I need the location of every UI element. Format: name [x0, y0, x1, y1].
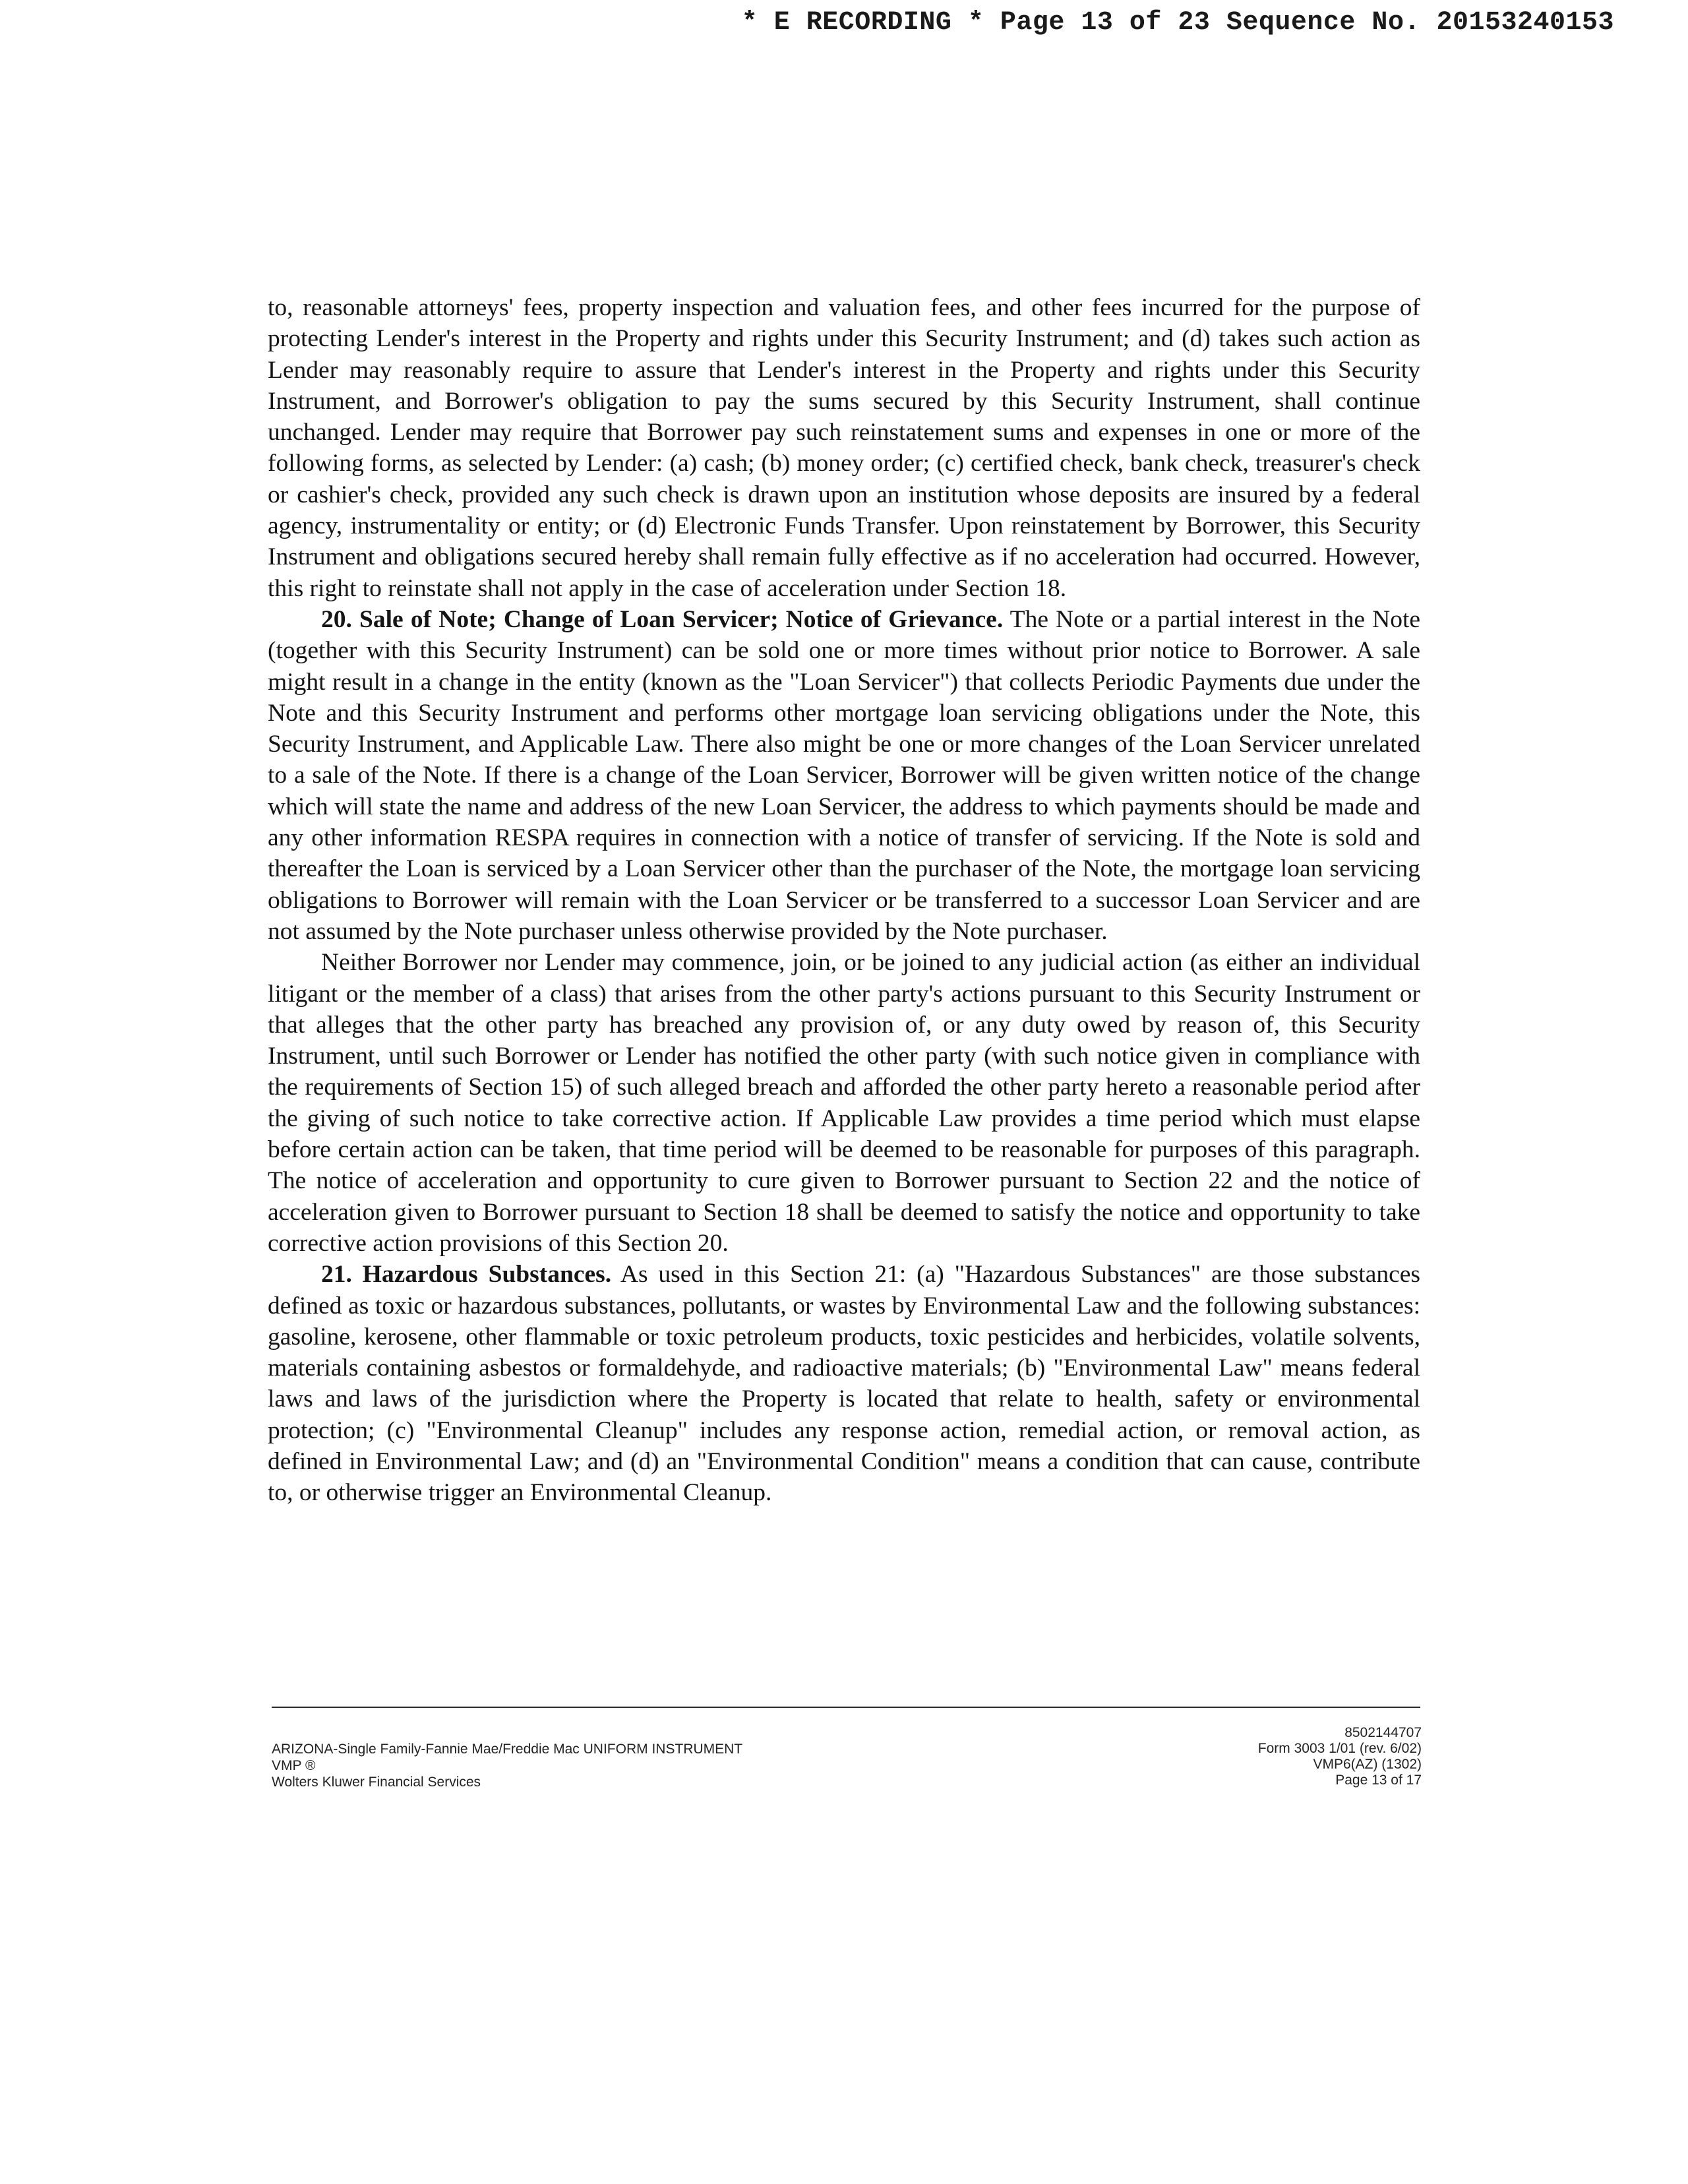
footer-page-number: Page 13 of 17 [1335, 1773, 1422, 1788]
footer-instrument-title: ARIZONA-Single Family-Fannie Mae/Freddie Mac UNIFORM INSTRUMENT [272, 1742, 743, 1757]
footer-publisher: Wolters Kluwer Financial Services [272, 1774, 481, 1790]
footer-loan-number: 8502144707 [1344, 1725, 1422, 1740]
footer-vmp-code: VMP6(AZ) (1302) [1313, 1757, 1422, 1772]
footer-divider [272, 1707, 1420, 1708]
document-body [268, 292, 1420, 1509]
reinstatement-paragraph: to, reasonable attorneys' fees, property inspection and valuation fees, and other fees incurred for the purpose of protecting Lender's interest in the Property and rights under this Security Instrument; and (d) takes such action as Lender may reasonably require to assure that Lender's interest in the Property and rights under this Security Instrument, and Borrower's obligation to pay the sums secured by this Security Instrument, shall continue unchanged. Lender may require that Borrower pay such reinstatement sums and expenses in one or more of the following forms, as selected by Lender: (a) cash; (b) money order; (c) certified check, bank check, treasurer's check or cashier's check, provided any such check is drawn upon an institution whose deposits are insured by a federal agency, instrumentality or entity; or (d) Electronic Funds Transfer. Upon reinstatement by Borrower, this Security Instrument and obligations secured hereby shall remain fully effective as if no acceleration had occurred. However, this right to reinstate shall not apply in the case of acceleration under Section 18. [268, 294, 1420, 602]
recording-header: * E RECORDING * Page 13 of 23 Sequence No. 20153240153 [741, 8, 1614, 38]
footer-vmp: VMP ® [272, 1758, 316, 1773]
section-21-heading: 21. Hazardous Substances. [321, 1261, 612, 1289]
footer-form-number [1258, 1725, 1422, 1788]
section-20-heading: 20. Sale of Note; Change of Loan Servicer; Notice of Grievance. [321, 605, 1004, 633]
section-20-notice-paragraph: Neither Borrower nor Lender may commence, join, or be joined to any judicial action (as either an individual litigant or the member of a class) that arises from the other party's actions pursuant to this Security Instrument or that alleges that the other party has breached any provision of, or any duty owed by reason of, this Security Instrument, until such Borrower or Lender has notified the other party (with such notice given in compliance with the requirements of Section 15) of such alleged breach and afforded the other party hereto a reasonable period after the giving of such notice to take corrective action. If Applicable Law provides a time period which must elapse before certain action can be taken, that time period will be deemed to be reasonable for purposes of this paragraph. The notice of acceleration and opportunity to cure given to Borrower pursuant to Section 22 and the notice of acceleration given to Borrower pursuant to Section 18 shall be deemed to satisfy the notice and opportunity to take corrective action provisions of this Section 20. [268, 949, 1420, 1257]
footer-form-id: Form 3003 1/01 (rev. 6/02) [1257, 1741, 1422, 1756]
footer-form-info [272, 1741, 742, 1790]
section-21-paragraph [268, 1259, 1420, 1508]
section-20-paragraph [268, 604, 1420, 947]
section-20-text: The Note or a partial interest in the Note (together with this Security Instrument) can be sold one or more times without prior notice to Borrower. A sale might result in a change in the entity (known as the "Loan Servicer") that collects Periodic Payments due under the Note and this Security Instrument and performs other mortgage loan servicing obligations under the Note, this Security Instrument, and Applicable Law. There also might be one or more changes of the Loan Servicer unrelated to a sale of the Note. If there is a change of the Loan Servicer, Borrower will be given written notice of the change which will state the name and address of the new Loan Servicer, the address to which payments should be made and any other information RESPA requires in connection with a notice of transfer of servicing. If the Note is sold and thereafter the Loan is serviced by a Loan Servicer other than the purchaser of the Note, the mortgage loan servicing obligations to Borrower will remain with the Loan Servicer or be transferred to a successor Loan Servicer and are not assumed by the Note purchaser unless otherwise provided by the Note purchaser. [268, 605, 1421, 945]
section-21-text: As used in this Section 21: (a) "Hazardous Substances" are those substances defined as toxic or hazardous substances, pollutants, or wastes by Environmental Law and the following substances: gasoline, kerosene, other flammable or toxic petroleum products, toxic pesticides and herbicides, volatile solvents, materials containing asbestos or formaldehyde, and radioactive materials; (b) "Environmental Law" means federal laws and laws of the jurisdiction where the Property is located that relate to health, safety or environmental protection; (c) "Environmental Cleanup" includes any response action, remedial action, or removal action, as defined in Environmental Law; and (d) an "Environmental Condition" means a condition that can cause, contribute to, or otherwise trigger an Environmental Cleanup. [268, 1261, 1420, 1507]
